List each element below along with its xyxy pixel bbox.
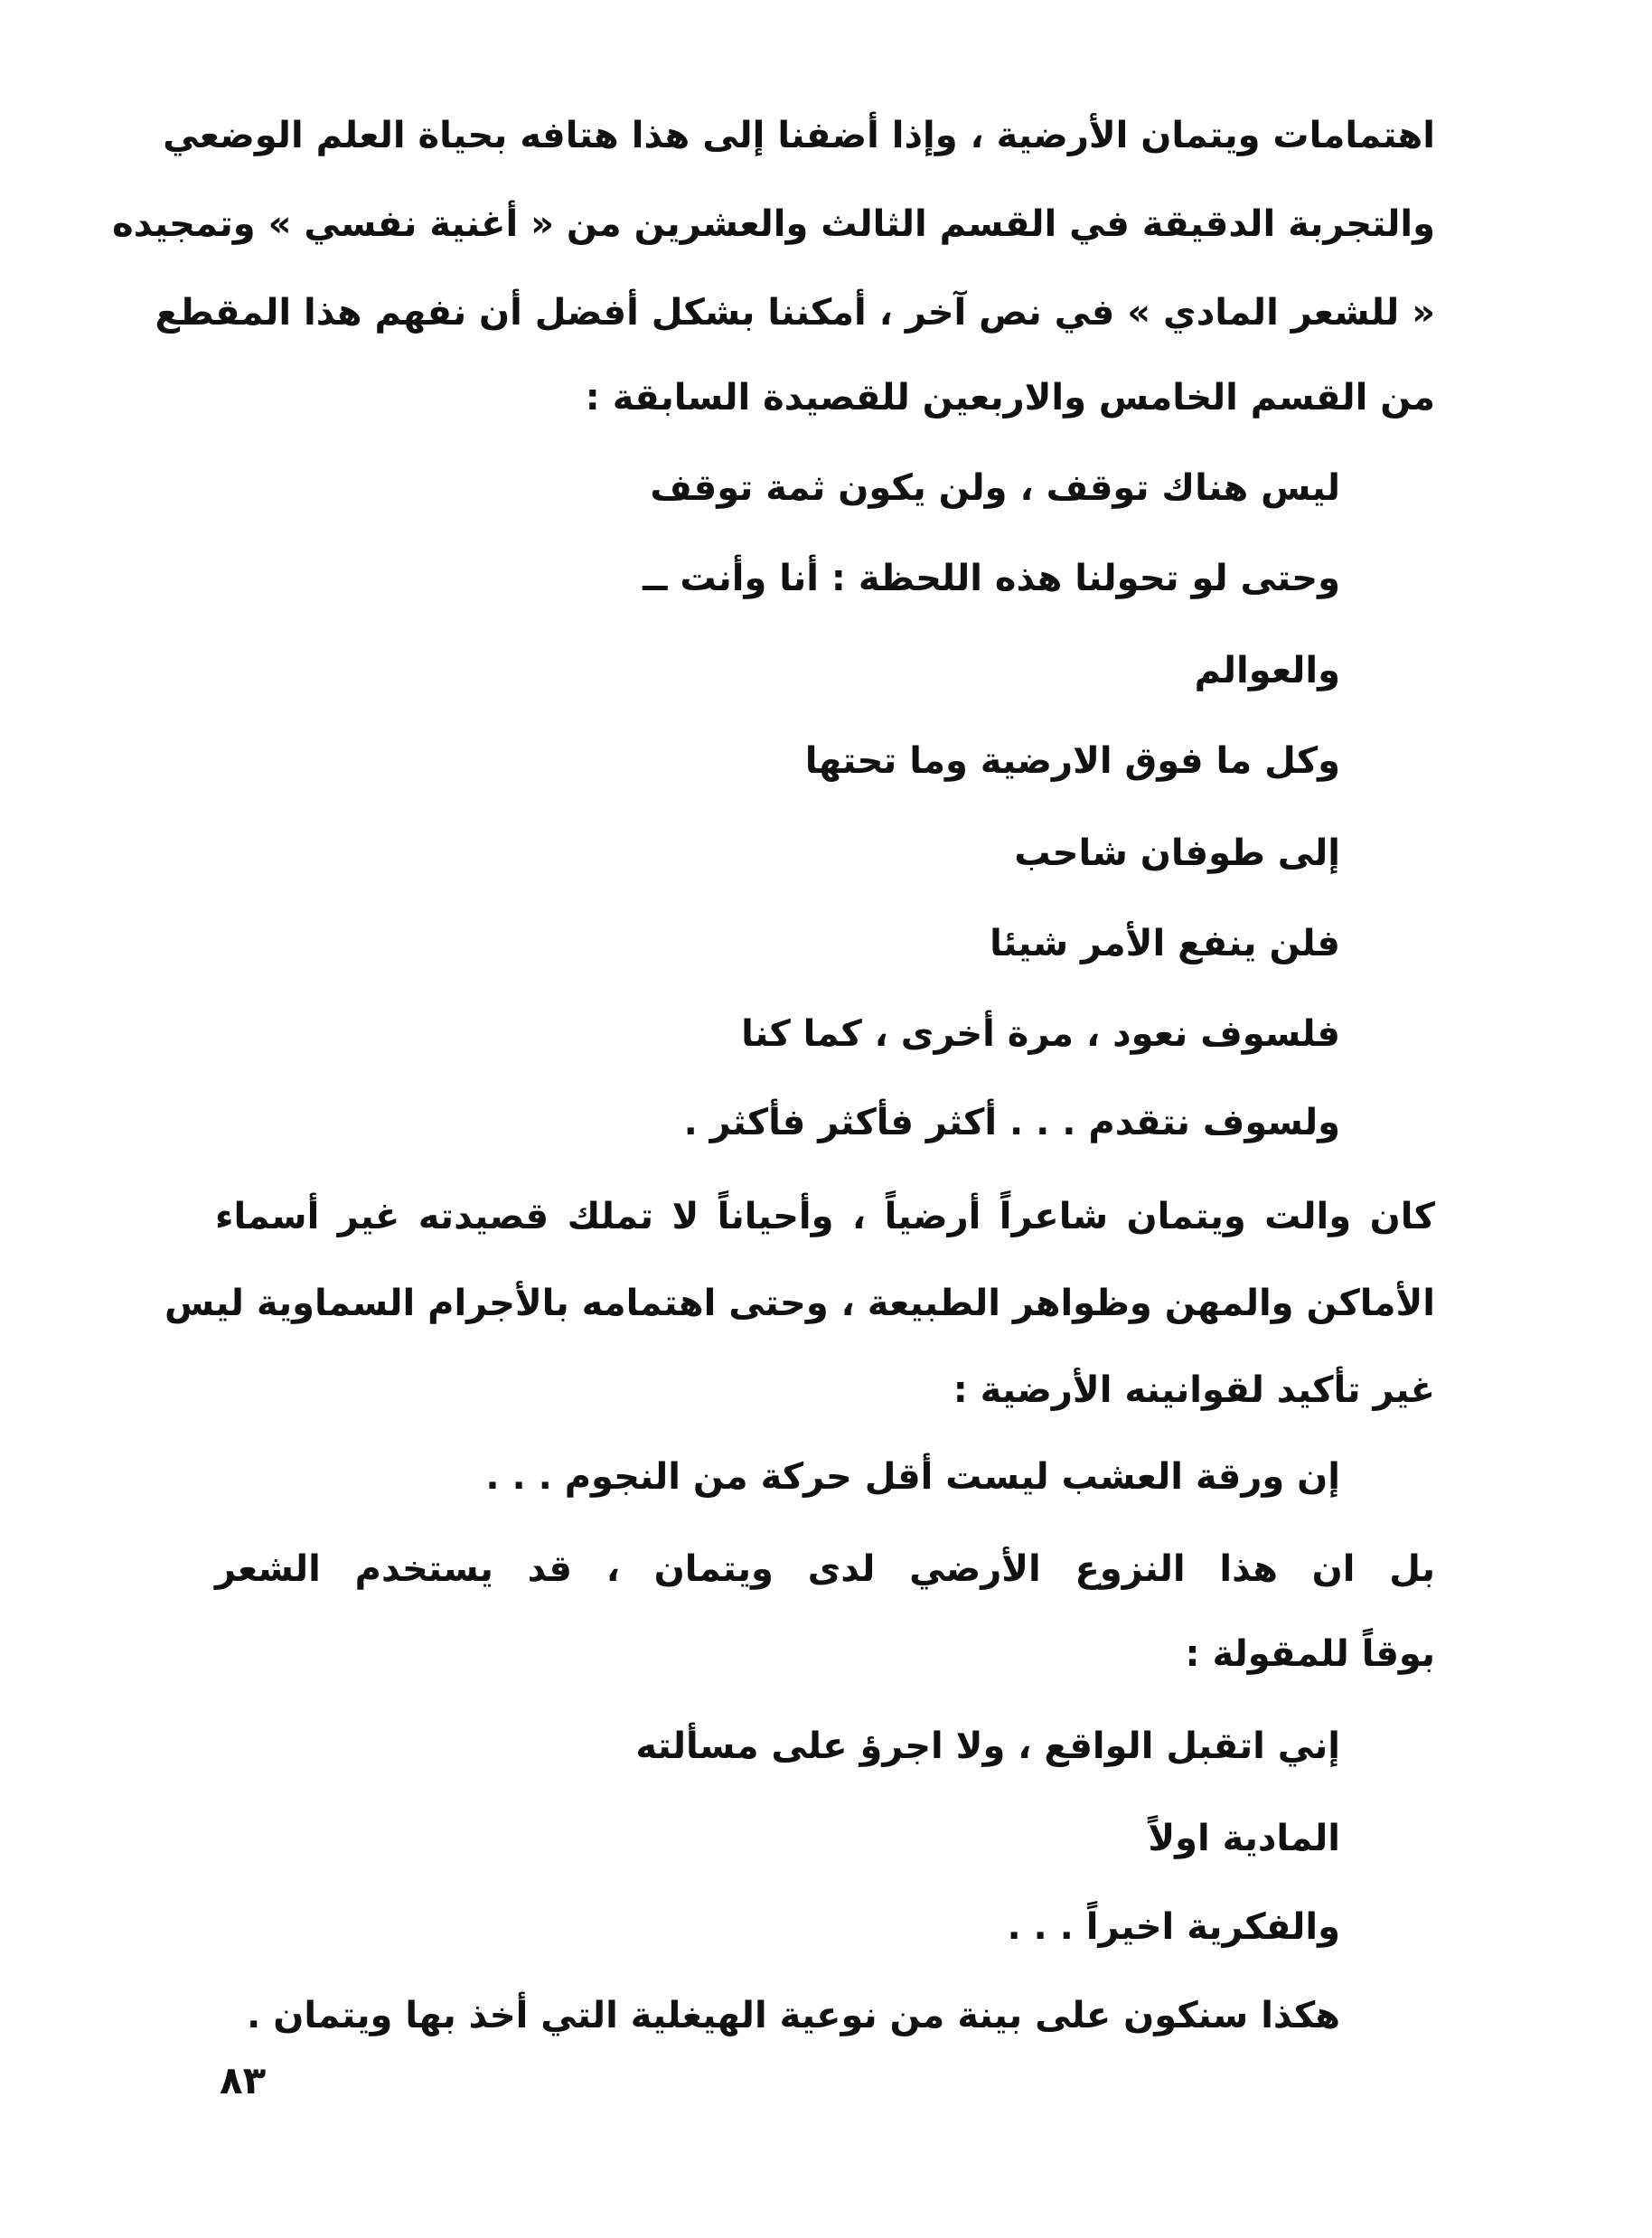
verse-line: والفكرية اخيراً . . . [1007,1906,1340,1948]
paragraph-line: بوقاً للمقولة : [1185,1633,1435,1675]
verse-line: وحتى لو تحولنا هذه اللحظة : أنا وأنت ــ [643,558,1340,599]
paragraph-line: بل ان هذا النزوع الأرضي لدى ويتمان ، قد يستخدم الشعر [215,1548,1435,1590]
verse-line: ولسوف نتقدم . . . أكثر فأكثر فأكثر . [683,1102,1340,1143]
paragraph-line: « للشعر المادي » في نص آخر ، أمكننا بشكل أفضل أن نفهم هذا المقطع [155,292,1435,334]
paragraph-line: هكذا سنكون على بينة من نوعية الهيغلية التي أخذ بها ويتمان . [247,1995,1340,2036]
verse-line: وكل ما فوق الارضية وما تحتها [804,740,1340,782]
verse-line: إني اتقبل الواقع ، ولا اجرؤ على مسألته [635,1726,1340,1767]
paragraph-line: الأماكن والمهن وظواهر الطبيعة ، وحتى اهتمامه بالأجرام السماوية ليس [164,1283,1435,1324]
paragraph-line: غير تأكيد لقوانينه الأرضية : [953,1369,1435,1411]
verse-line: والعوالم [1194,650,1340,691]
paragraph-line: من القسم الخامس والاربعين للقصيدة السابقة : [585,377,1435,418]
paragraph-line: والتجربة الدقيقة في القسم الثالث والعشرين من « أغنية نفسي » وتمجيده [112,203,1435,245]
quote-line: إن ورقة العشب ليست أقل حركة من النجوم . . . [485,1456,1340,1498]
verse-line: إلى طوفان شاحب [1014,832,1340,874]
verse-line: فلسوف نعود ، مرة أخرى ، كما كنا [741,1013,1340,1055]
page-number: ٨٣ [220,2058,267,2102]
paragraph-line: اهتمامات ويتمان الأرضية ، وإذا أضفنا إلى هذا هتافه بحياة العلم الوضعي [163,115,1435,156]
verse-line: ليس هناك توقف ، ولن يكون ثمة توقف [650,467,1340,509]
verse-line: فلن ينفع الأمر شيئا [990,923,1340,964]
paragraph-line: كان والت ويتمان شاعراً أرضياً ، وأحياناً لا تملك قصيدته غير أسماء [215,1196,1435,1237]
verse-line: المادية اولاً [1148,1818,1340,1859]
